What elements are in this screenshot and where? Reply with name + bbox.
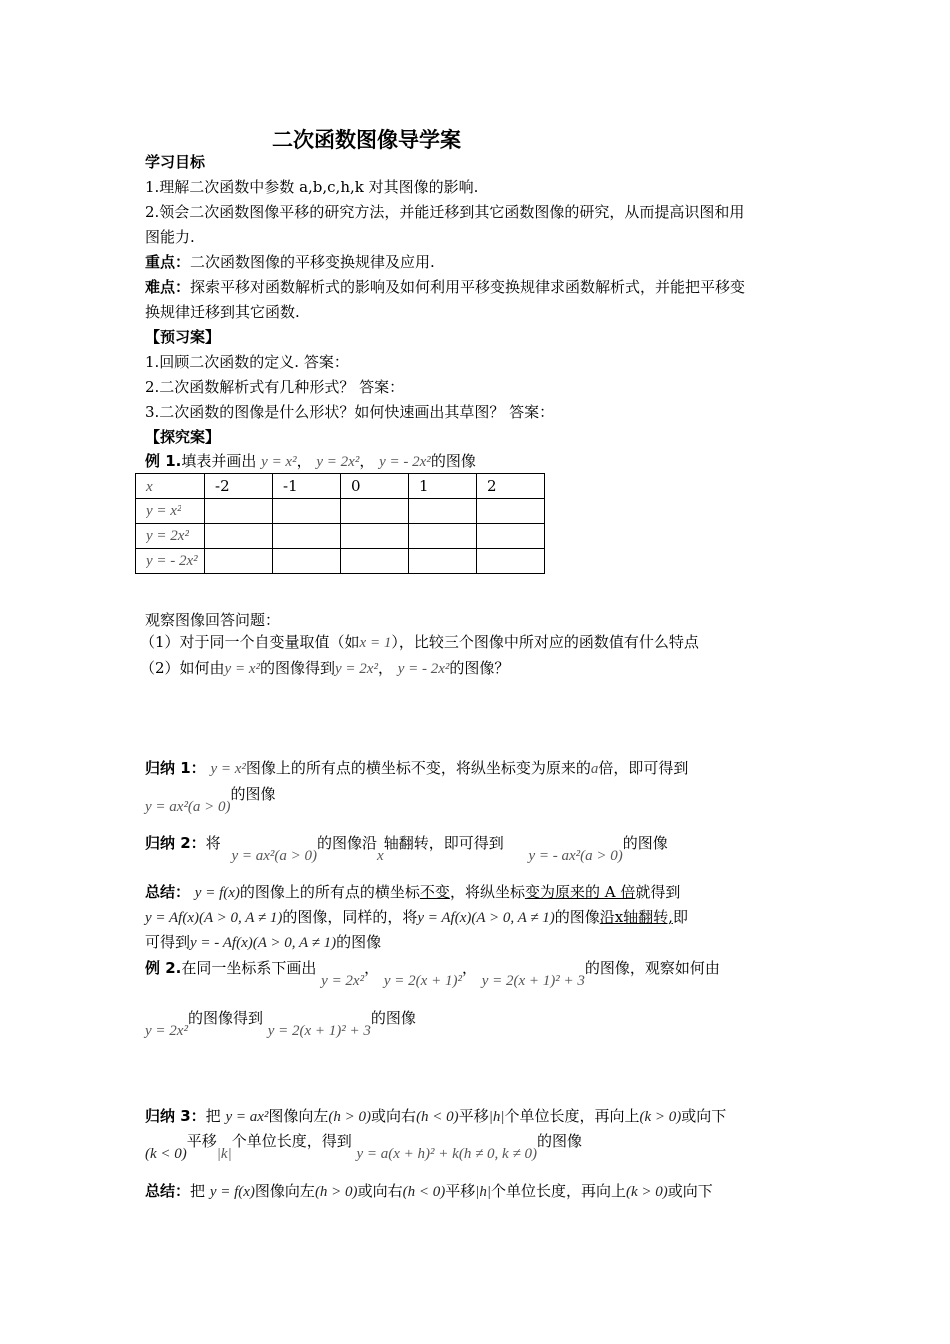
table-cell[interactable] xyxy=(273,499,341,524)
summary-2-text: 或向下 xyxy=(667,1182,713,1200)
example-2-label: 例 2. xyxy=(145,959,182,977)
observe-q1 xyxy=(140,632,699,653)
summary-2-text: 图像向左 xyxy=(254,1182,315,1200)
induction-1-text: 图像上的所有点的横坐标不变，将纵坐标变为原来的 xyxy=(245,759,591,777)
separator: ， xyxy=(364,959,380,977)
formula: y = a(x + h)² + k(h ≠ 0, k ≠ 0) xyxy=(356,1146,537,1162)
table-cell[interactable] xyxy=(409,499,477,524)
example-2-line-1 xyxy=(145,958,720,989)
separator: ， xyxy=(377,659,393,677)
formula: |k| xyxy=(216,1146,232,1162)
observe-q2-text: （2）如何由 xyxy=(140,659,225,677)
induction-1-text: 倍，即可得到 xyxy=(598,759,689,777)
header-x: x xyxy=(146,478,153,495)
preview-q3: 3.二次函数的图像是什么形状？如何快速画出其草图？ 答案： xyxy=(145,403,555,421)
summary-1-text: 的图像，同样的，将 xyxy=(282,908,418,926)
table-header-cell: 2 xyxy=(477,474,545,499)
induction-2-text: 将 xyxy=(205,834,221,852)
table-cell[interactable] xyxy=(477,524,545,549)
example-2-text: 的图像得到 xyxy=(187,1009,263,1027)
summary-1-text: 就得到 xyxy=(635,883,681,901)
summary-1-text: 的图像上的所有点的横坐标 xyxy=(239,883,420,901)
formula: y = 2x² xyxy=(145,1023,188,1039)
summary-1-text: 可得到 xyxy=(145,933,191,951)
summary-1-line-3 xyxy=(145,932,381,953)
row-label xyxy=(136,499,205,524)
induction-3-text: 把 xyxy=(205,1107,221,1125)
table-header-row xyxy=(136,474,545,499)
table-cell[interactable] xyxy=(273,524,341,549)
induction-3-text: 个单位长度，得到 xyxy=(231,1132,352,1150)
table-row xyxy=(136,549,545,574)
formula: (h < 0) xyxy=(416,1109,459,1125)
formula: y = x² xyxy=(261,454,297,470)
induction-3-tail: 的图像 xyxy=(536,1132,582,1150)
key-label: 重点： xyxy=(145,253,191,271)
row-label xyxy=(136,549,205,574)
formula: y = x² xyxy=(224,661,260,677)
table-header-cell: 1 xyxy=(409,474,477,499)
formula: (h > 0) xyxy=(314,1184,358,1200)
formula: y = 2(x + 1)² xyxy=(383,973,462,989)
induction-2-label: 归纳 2： xyxy=(145,834,206,852)
induction-3-text: 图像向左 xyxy=(268,1107,329,1125)
formula: y = ax² xyxy=(225,1109,269,1125)
goals-heading: 学习目标 xyxy=(145,153,206,171)
row-label xyxy=(136,524,205,549)
explore-heading: 【探究案】 xyxy=(145,428,221,446)
example-2-text: 在同一坐标系下画出 xyxy=(181,959,317,977)
example-1-tail: 的图像 xyxy=(430,452,476,470)
value-table xyxy=(135,473,545,574)
summary-2-text: 或向右 xyxy=(357,1182,403,1200)
table-cell[interactable] xyxy=(409,549,477,574)
induction-3-line-1 xyxy=(145,1106,726,1127)
page-title: 二次函数图像导学案 xyxy=(272,128,461,152)
induction-3-line-2 xyxy=(145,1131,582,1162)
goal-2-line-2: 图能力. xyxy=(145,228,195,246)
table-header-cell: -2 xyxy=(205,474,273,499)
table-header-cell: -1 xyxy=(273,474,341,499)
observe-q2 xyxy=(140,658,509,679)
formula: y = - 2x² xyxy=(397,661,450,677)
table-cell[interactable] xyxy=(477,549,545,574)
example-1-label: 例 1. xyxy=(145,452,182,470)
summary-2-line-1 xyxy=(145,1181,713,1202)
induction-1-label: 归纳 1： xyxy=(145,759,206,777)
formula: y = ax²(a > 0) xyxy=(231,848,318,864)
table-cell[interactable] xyxy=(477,499,545,524)
observe-q1-text: （1）对于同一个自变量取值（如 xyxy=(140,633,360,651)
underlined-text: 变为原来的 A 倍 xyxy=(524,883,636,901)
formula: x xyxy=(377,848,384,864)
induction-3-text: 个单位长度，再向上 xyxy=(504,1107,640,1125)
table-header-cell: 0 xyxy=(341,474,409,499)
summary-1-text: 的图像 xyxy=(554,908,600,926)
induction-3-label: 归纳 3： xyxy=(145,1107,206,1125)
formula: y = Af(x)(A > 0, A ≠ 1) xyxy=(417,910,555,926)
preview-q1: 1.回顾二次函数的定义. 答案： xyxy=(145,353,349,371)
difficulty-text: 探索平移对函数解析式的影响及如何利用平移变换规律求函数解析式，并能把平移变 xyxy=(190,278,746,296)
underlined-text: 沿x轴翻转, xyxy=(599,908,673,926)
observe-heading: 观察图像回答问题： xyxy=(145,611,281,629)
table-row xyxy=(136,524,545,549)
formula: y = - ax²(a > 0) xyxy=(528,848,623,864)
formula: (k > 0) xyxy=(639,1109,682,1125)
formula: y = 2x² xyxy=(316,454,360,470)
induction-1-line-2 xyxy=(145,784,276,815)
formula: |h| xyxy=(488,1109,505,1125)
formula: (h < 0) xyxy=(402,1184,446,1200)
difficulty-label: 难点： xyxy=(145,278,191,296)
example-1-text: 填表并画出 xyxy=(181,452,257,470)
row-formula: y = x² xyxy=(146,503,182,520)
table-cell[interactable] xyxy=(341,549,409,574)
table-header-cell xyxy=(136,474,205,499)
goal-1: 1.理解二次函数中参数 a,b,c,h,k 对其图像的影响. xyxy=(145,178,479,196)
underlined-text: 不变 xyxy=(419,883,450,901)
formula: y = x² xyxy=(210,761,246,777)
table-row xyxy=(136,499,545,524)
difficulty-line-1 xyxy=(145,277,745,297)
table-cell[interactable] xyxy=(205,549,273,574)
table-cell[interactable] xyxy=(273,549,341,574)
formula: x = 1 xyxy=(359,635,392,651)
induction-3-text: 平移 xyxy=(186,1132,217,1150)
summary-1-line-2 xyxy=(145,907,688,928)
summary-1-tail: 的图像 xyxy=(336,933,382,951)
example-1 xyxy=(145,451,476,472)
summary-1-text: ，将纵坐标 xyxy=(449,883,525,901)
formula: (k > 0) xyxy=(625,1184,668,1200)
formula: (k < 0) xyxy=(145,1146,187,1162)
formula: y = 2(x + 1)² + 3 xyxy=(267,1023,371,1039)
table-cell[interactable] xyxy=(205,524,273,549)
separator: ， xyxy=(296,452,312,470)
formula: |h| xyxy=(475,1184,491,1200)
formula: y = - Af(x)(A > 0, A ≠ 1) xyxy=(190,935,337,951)
row-formula: y = 2x² xyxy=(146,528,189,545)
summary-2-text: 把 xyxy=(190,1182,206,1200)
summary-2-label: 总结： xyxy=(145,1182,191,1200)
observe-q1-tail: ），比较三个图像中所对应的函数值有什么特点 xyxy=(391,633,699,651)
observe-q2-text: 的图像得到 xyxy=(259,659,335,677)
formula: y = 2(x + 1)² + 3 xyxy=(481,973,585,989)
summary-2-text: 平移 xyxy=(445,1182,476,1200)
formula: y = 2x² xyxy=(335,661,378,677)
example-2-tail: 的图像 xyxy=(370,1009,416,1027)
induction-3-text: 或向下 xyxy=(681,1107,727,1125)
formula: y = 2x² xyxy=(321,973,365,989)
table-cell[interactable] xyxy=(341,524,409,549)
induction-1-tail: 的图像 xyxy=(230,785,276,803)
table-cell[interactable] xyxy=(409,524,477,549)
example-2-text: 的图像，观察如何由 xyxy=(584,959,720,977)
formula: y = - 2x² xyxy=(379,454,431,470)
induction-3-text: 或向右 xyxy=(371,1107,417,1125)
induction-3-text: 平移 xyxy=(458,1107,489,1125)
row-formula: y = - 2x² xyxy=(146,553,198,570)
separator: ， xyxy=(461,959,477,977)
summary-2-text: 个单位长度，再向上 xyxy=(490,1182,626,1200)
table-cell[interactable] xyxy=(341,499,409,524)
formula: y = f(x) xyxy=(209,1184,255,1200)
summary-1-line-1 xyxy=(145,882,680,903)
separator: ， xyxy=(359,452,375,470)
preview-q2: 2.二次函数解析式有几种形式？ 答案： xyxy=(145,378,405,396)
key-text: 二次函数图像的平移变换规律及应用. xyxy=(190,253,435,271)
difficulty-line-2: 换规律迁移到其它函数. xyxy=(145,303,300,321)
formula: y = f(x) xyxy=(194,885,240,901)
induction-2-text: 轴翻转，即可得到 xyxy=(383,834,504,852)
table-cell[interactable] xyxy=(205,499,273,524)
formula: (h > 0) xyxy=(328,1109,372,1125)
formula: y = Af(x)(A > 0, A ≠ 1) xyxy=(145,910,283,926)
goal-2-line-1: 2.领会二次函数图像平移的研究方法，并能迁移到其它函数图像的研究，从而提高识图和用 xyxy=(145,203,745,221)
preview-heading: 【预习案】 xyxy=(145,328,221,346)
induction-2-tail: 的图像 xyxy=(622,834,668,852)
induction-2-text: 的图像沿 xyxy=(317,834,378,852)
key-point xyxy=(145,252,435,272)
formula: a xyxy=(590,761,599,777)
summary-1-text: 即 xyxy=(672,908,688,926)
formula: y = ax²(a > 0) xyxy=(145,799,231,815)
summary-1-label: 总结： xyxy=(145,883,191,901)
induction-2 xyxy=(145,833,668,864)
induction-1-line-1 xyxy=(145,758,688,779)
example-2-line-2 xyxy=(145,1008,416,1039)
observe-q2-tail: 的图像？ xyxy=(449,659,510,677)
